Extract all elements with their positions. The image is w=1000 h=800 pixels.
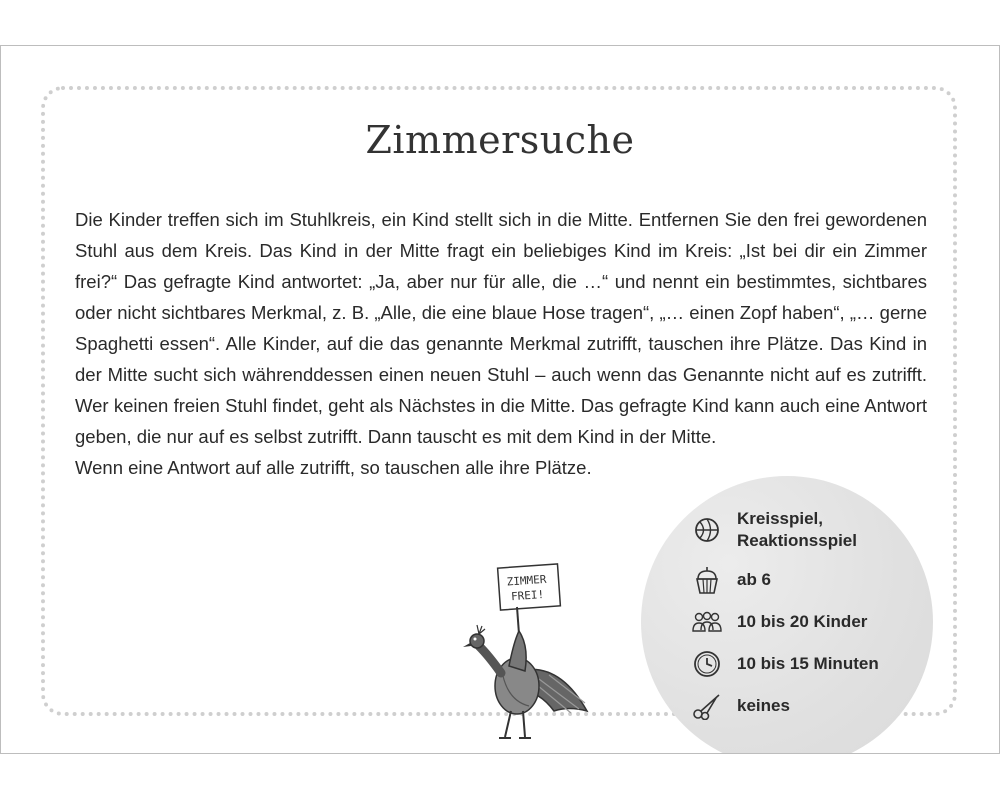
info-row-age	[691, 566, 941, 594]
ball-icon	[691, 516, 723, 544]
info-panel	[691, 508, 941, 734]
info-row-type	[691, 508, 941, 552]
peacock-illustration	[459, 561, 599, 741]
sign-line-2: FREI!	[510, 587, 545, 604]
info-label-duration: 10 bis 15 Minuten	[737, 654, 879, 673]
scissors-icon	[691, 692, 723, 720]
game-card	[0, 45, 1000, 754]
info-label-material: keines	[737, 696, 790, 715]
info-label-age: ab 6	[737, 570, 772, 589]
page-title: Zimmersuche	[365, 118, 635, 162]
info-label-type: Kreisspiel, Reaktionsspiel	[737, 509, 857, 550]
info-row-players	[691, 608, 941, 636]
info-row-duration	[691, 650, 941, 678]
instructions-paragraph-2: Wenn eine Antwort auf alle zutrifft, so tauschen alle ihre Plätze.	[75, 457, 592, 478]
info-label-players: 10 bis 20 Kinder	[737, 612, 868, 631]
sign-line-1: ZIMMER	[506, 572, 547, 589]
instructions-text	[75, 204, 927, 483]
info-row-material	[691, 692, 941, 720]
cupcake-icon	[691, 566, 723, 594]
people-icon	[691, 608, 723, 636]
clock-icon	[691, 650, 723, 678]
instructions-paragraph-1: Die Kinder treffen sich im Stuhlkreis, ein Kind stellt sich in die Mitte. Entfernen Sie den frei gewordenen Stuhl aus dem Kreis. Das Kind in der Mitte fragt ein beliebiges Kind im Kreis: „Ist bei dir ein Zimmer frei?“ Das gefragte Kind antwortet: „Ja, aber nur für alle, die …“ und nennt ein bestimmtes, sichtbares oder nicht sichtbares Merkmal, z. B. „Alle, die eine blaue Hose tragen“, „… einen Zopf haben“, „… gerne Spaghetti essen“. Alle Kinder, auf die das genannte Merkmal zutrifft, tauschen ihre Plätze. Das Kind in der Mitte sucht sich währenddessen einen neuen Stuhl – auch wenn das Genannte nicht auf es zutrifft. Wer keinen freien Stuhl findet, geht als Nächstes in die Mitte. Das gefragte Kind kann auch eine Antwort geben, die nur auf es selbst zutrifft. Dann tauscht es mit dem Kind in der Mitte.	[75, 209, 927, 447]
